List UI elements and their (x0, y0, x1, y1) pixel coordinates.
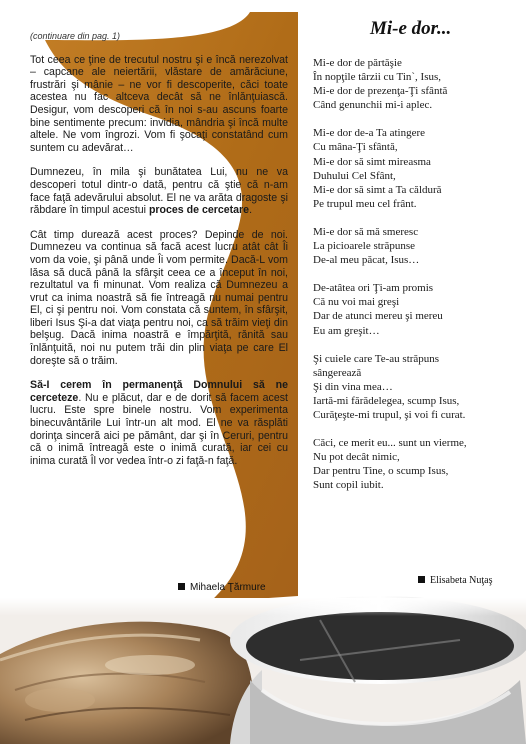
poem-stanza (313, 436, 518, 492)
article-column (30, 30, 288, 479)
poem-line: Eu am greşit… (313, 324, 380, 337)
poem-line: Şi cuiele care Te-au străpuns (313, 352, 440, 365)
article-paragraph-1: Tot ceea ce ţine de trecutul nostru şi e încă nerezolvat – capcane ale neiertării, vlăstare de amărăciune, frustrări şi mânie – ne vor fi descoperite, căci toate acestea nu fac altceva decât să ne înlănţuiască. Desigur, vom descoperi că în noi s-au ascuns foarte bine sentimente precum: invidia, mândria şi încă multe altele. Ne vom îngrozi. Vom fi şocaţi constatând cum suntem cu adevărat… (30, 53, 288, 154)
poem-line: De-al meu păcat, Isus… (313, 254, 420, 267)
poem-line: Pe trupul meu cel frânt. (313, 197, 417, 210)
poem-stanza (313, 352, 518, 422)
poem-line: În nopţile târzii cu Tin`, Isus, (313, 71, 442, 84)
p4-text-rest: . Nu e plăcut, dar e de dorit să facem acest lucru. Este spre binele nostru. Vom experimenta binecuvântările Lui într-un alt mod. El ne va răsplăti dorinţa sinceră aici pe pământ, dar şi în Ceruri, pentru că o inimă întreagă este o inimă curată, iar cei cu inima curată Îl vor vedea într-o zi faţă-n faţă. (30, 391, 288, 467)
bread-and-chalice-photo (0, 596, 526, 744)
poem-line: sângerează (313, 366, 362, 379)
poem-line: Că nu voi mai greşi (313, 296, 400, 309)
p2-text-end: . (249, 204, 253, 217)
poem-line: Căci, ce merit eu... sunt un vierme, (313, 437, 467, 450)
poem-line: Dar pentru Tine, o scump Isus, (313, 465, 449, 478)
poem-line: La picioarele străpunse (313, 240, 416, 253)
p2-text-start: Dumnezeu, în mila şi bunătatea Lui, nu ne va descoperi totul dintr-o dată, pentru că ştie că n-am face faţă adevărului absolut. El ne va arăta dragoste şi răbdare în timpul acestui (30, 166, 288, 217)
poem-line: Şi din vina mea… (313, 380, 393, 393)
author-square-icon (178, 583, 185, 590)
poem-stanza (313, 126, 518, 211)
p4-bold-phrase: Să-I cerem în permanenţă Domnului să ne cerceteze (30, 379, 288, 404)
poem-stanza (313, 225, 518, 267)
poem-line: Mi-e dor să simt a Ta căldură (313, 183, 442, 196)
poem-stanza (313, 281, 518, 337)
article-author-name: Mihaela Ţărmure (190, 582, 266, 593)
p2-bold-phrase: proces de cercetare (148, 204, 250, 217)
article-paragraph-2 (30, 166, 288, 216)
poem-line: De-atâtea ori Ţi-am promis (313, 282, 434, 295)
poem-body (313, 56, 518, 506)
poem-stanza (313, 56, 518, 112)
poem-title: Mi-e dor... (370, 18, 452, 39)
poem-line: Mi-e dor de părtăşie (313, 57, 402, 69)
poem-line: Cu mâna-Ţi sfântă, (313, 141, 398, 154)
poem-line: Când genunchii mi-i aplec. (313, 99, 433, 112)
poem-line: Dar de atunci mereu şi mereu (313, 310, 443, 323)
poem-line: Mi-e dor de-a Ta atingere (313, 127, 426, 140)
article-paragraph-4 (30, 379, 288, 467)
poem-author-name: Elisabeta Nuţaş (430, 575, 493, 586)
article-paragraph-3: Cât timp durează acest proces? Depinde de noi. Dumnezeu va continua să facă acest lucru atât cât Îi vom da voie, şi până unde Îi vom permite. Dacă-L vom lăsa să ducă până la sfârşit ceea ce a început în noi, rezultatul va fi minunat. Vom realiza că Dumnezeu a vrut ca inima noastră să fie întreagă nu numai pentru El, ci şi pentru noi. Vom constata că suntem, în sfârşit, liberi Isus Şi-a dat viaţa pentru noi, ca să trăim vieţi din belşug. Dacă inima noastră e împărţită, rănită sau înlănţuită, noi nu putem trăi din plin viaţa pe care El doreşte să o trăim. (30, 228, 288, 367)
author-square-icon (418, 576, 425, 583)
poem-line: Mi-e dor să mă smeresc (313, 225, 419, 238)
continuation-note: (continuare din pag. 1) (30, 31, 121, 41)
poem-line: Nu pot decât nimic, (313, 451, 400, 464)
poem-line: Mi-e dor de prezenţa-Ţi sfântă (313, 85, 448, 98)
poem-line: Duhului Cel Sfânt, (313, 169, 396, 182)
article-author (178, 582, 266, 593)
poem-author (418, 575, 492, 586)
poem-line: Curăţeşte-mi trupul, şi voi fi curat. (313, 408, 466, 421)
poem-line: Iartă-mi fărădelegea, scump Isus, (313, 394, 460, 407)
poem-line: Sunt copil iubit. (313, 479, 384, 492)
poem-line: Mi-e dor să simt mireasma (313, 155, 431, 168)
